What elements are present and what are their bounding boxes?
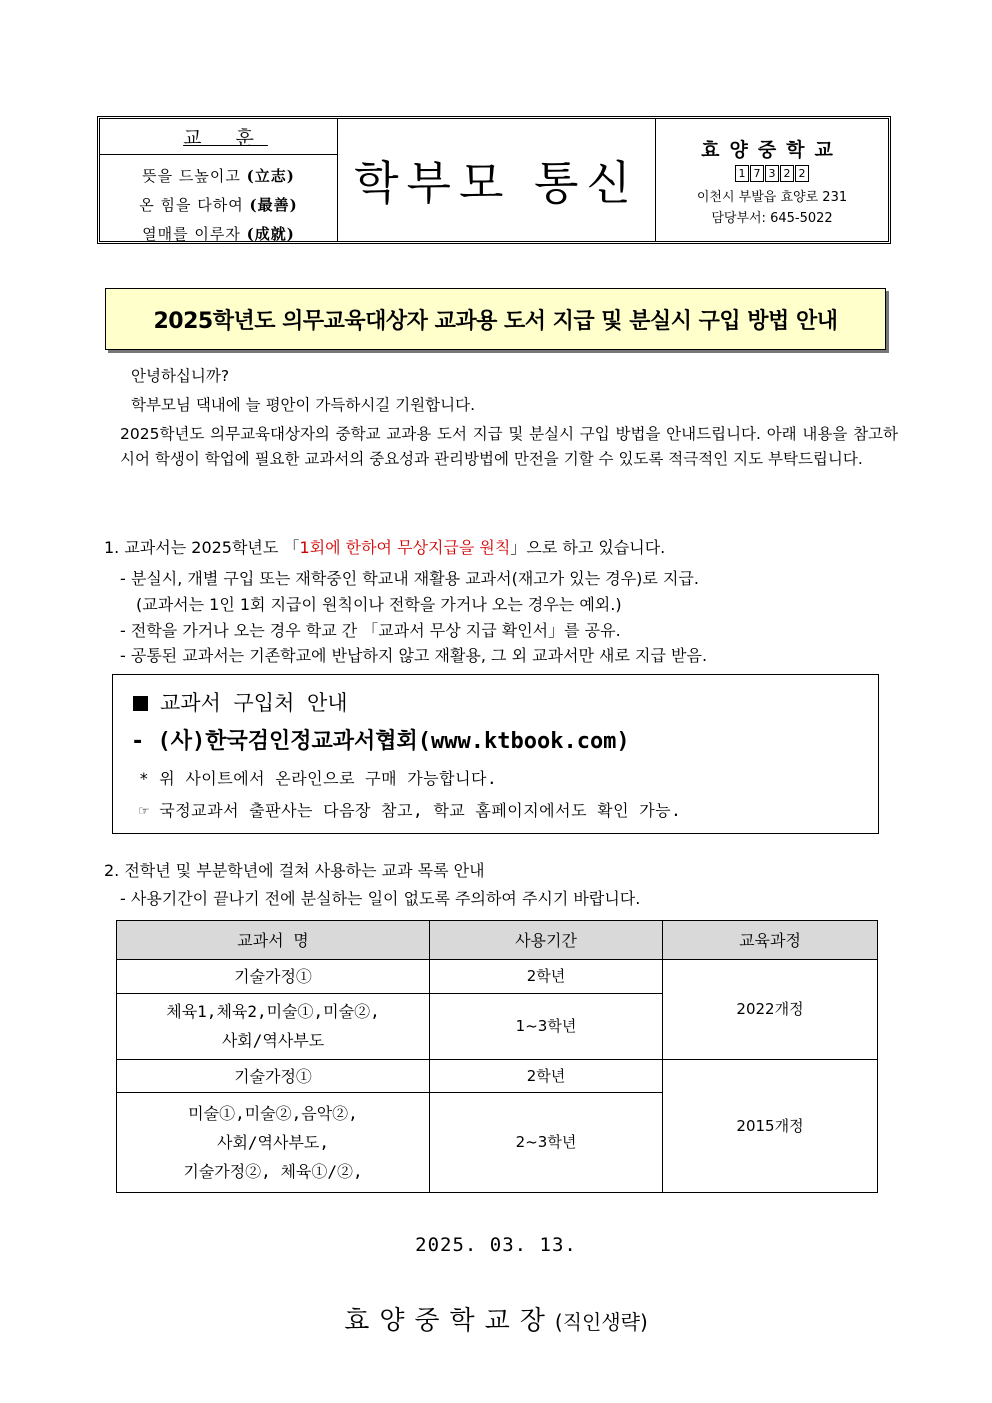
intro-paragraph: 2025학년도 의무교육대상자의 중학교 교과용 도서 지급 및 분실시 구입 방법을 안내드립니다. 아래 내용을 참고하시어 학생이 학업에 필요한 교과서의 중요성과 관리방법에 만전을 기할 수 있도록 적극적인 지도 부탁드립니다.: [120, 425, 898, 468]
announcement-title: 2025학년도 의무교육대상자 교과용 도서 지급 및 분실시 구입 방법 안내: [153, 308, 838, 334]
table-row: [117, 960, 878, 993]
usage-period: 2~3학년: [430, 1093, 663, 1193]
principal-signature: 효양중학교장(직인생략): [344, 1306, 648, 1336]
table-header: 교과서 명: [117, 921, 430, 960]
letterhead: [97, 116, 891, 244]
textbook-name: 기술가정①: [117, 960, 430, 993]
purchase-info-box: [112, 674, 879, 834]
usage-period: 1~3학년: [430, 993, 663, 1059]
motto-title: 교 훈: [100, 119, 337, 155]
issue-date: 2025. 03. 13.: [415, 1234, 577, 1256]
section-1-note: (교과서는 1인 1회 지급이 원칙이나 전학을 가거나 오는 경우는 예외.): [136, 595, 622, 614]
motto-line: 열매를 이루자 (成就): [142, 225, 295, 243]
table-header-row: [117, 921, 878, 960]
postal-code: 1 7 3 2 2: [656, 165, 888, 182]
highlight-text: 1회에 한하여 무상지급을 원칙: [299, 538, 511, 557]
school-name: 효양중학교: [701, 139, 843, 161]
purchase-heading: 교과서 구입처 안내: [133, 687, 348, 717]
textbook-name: 체육1,체육2,미술①,미술②, 사회/역사부도: [117, 993, 430, 1059]
section-2-note: - 사용기간이 끝나기 전에 분실하는 일이 없도록 주의하여 주시기 바랍니다.: [120, 889, 641, 908]
usage-period: 2학년: [430, 1060, 663, 1093]
section-2-heading: 2. 전학년 및 부분학년에 걸쳐 사용하는 교과 목록 안내: [104, 861, 485, 880]
table-header: 교육과정: [663, 921, 878, 960]
newsletter-title: 학부모 통신: [354, 156, 639, 210]
section-1-heading: 1. 교과서는 2025학년도 「1회에 한하여 무상지급을 원칙」으로 하고 있습니다.: [104, 538, 666, 557]
textbook-name: 미술①,미술②,음악②, 사회/역사부도, 기술가정②, 체육①/②,: [117, 1093, 430, 1193]
curriculum: 2015개정: [663, 1060, 878, 1193]
section-1-bullet: - 분실시, 개별 구입 또는 재학중인 학교내 재활용 교과서(재고가 있는 경우)로 지급.: [120, 569, 699, 588]
table-row: [117, 1060, 878, 1093]
purchase-org-link: - (사)한국검인정교과서협회(www.ktbook.com): [131, 729, 630, 754]
motto-line: 온 힘을 다하여 (最善): [139, 196, 298, 214]
section-1-bullet: - 전학을 가거나 오는 경우 학교 간 「교과서 무상 지급 확인서」를 공유.: [120, 621, 621, 640]
textbook-name: 기술가정①: [117, 1060, 430, 1093]
school-info: [656, 119, 888, 241]
greeting: 안녕하십니까?: [131, 367, 230, 385]
school-address: 이천시 부발읍 효양로 231: [696, 190, 848, 205]
purchase-note: ☞ 국정교과서 출판사는 다음장 참고, 학교 홈페이지에서도 확인 가능.: [139, 801, 682, 820]
section-1-bullet: - 공통된 교과서는 기존학교에 반납하지 않고 재활용, 그 외 교과서만 새로 지급 받음.: [120, 646, 708, 665]
curriculum: 2022개정: [663, 960, 878, 1060]
wish-text: 학부모님 댁내에 늘 평안이 가득하시길 기원합니다.: [131, 396, 475, 414]
square-bullet-icon: [133, 696, 148, 711]
seal-note: (직인생략): [554, 1310, 648, 1334]
announcement-title-box: [105, 288, 886, 350]
school-motto: [100, 119, 338, 241]
table-header: 사용기간: [430, 921, 663, 960]
newsletter-title-cell: [338, 119, 656, 241]
motto-line: 뜻을 드높이고 (立志): [142, 167, 295, 185]
usage-period: 2학년: [430, 960, 663, 993]
textbook-table: [116, 920, 878, 1193]
department-phone: 담당부서: 645-5022: [711, 211, 833, 226]
purchase-note: * 위 사이트에서 온라인으로 구매 가능합니다.: [139, 769, 498, 788]
